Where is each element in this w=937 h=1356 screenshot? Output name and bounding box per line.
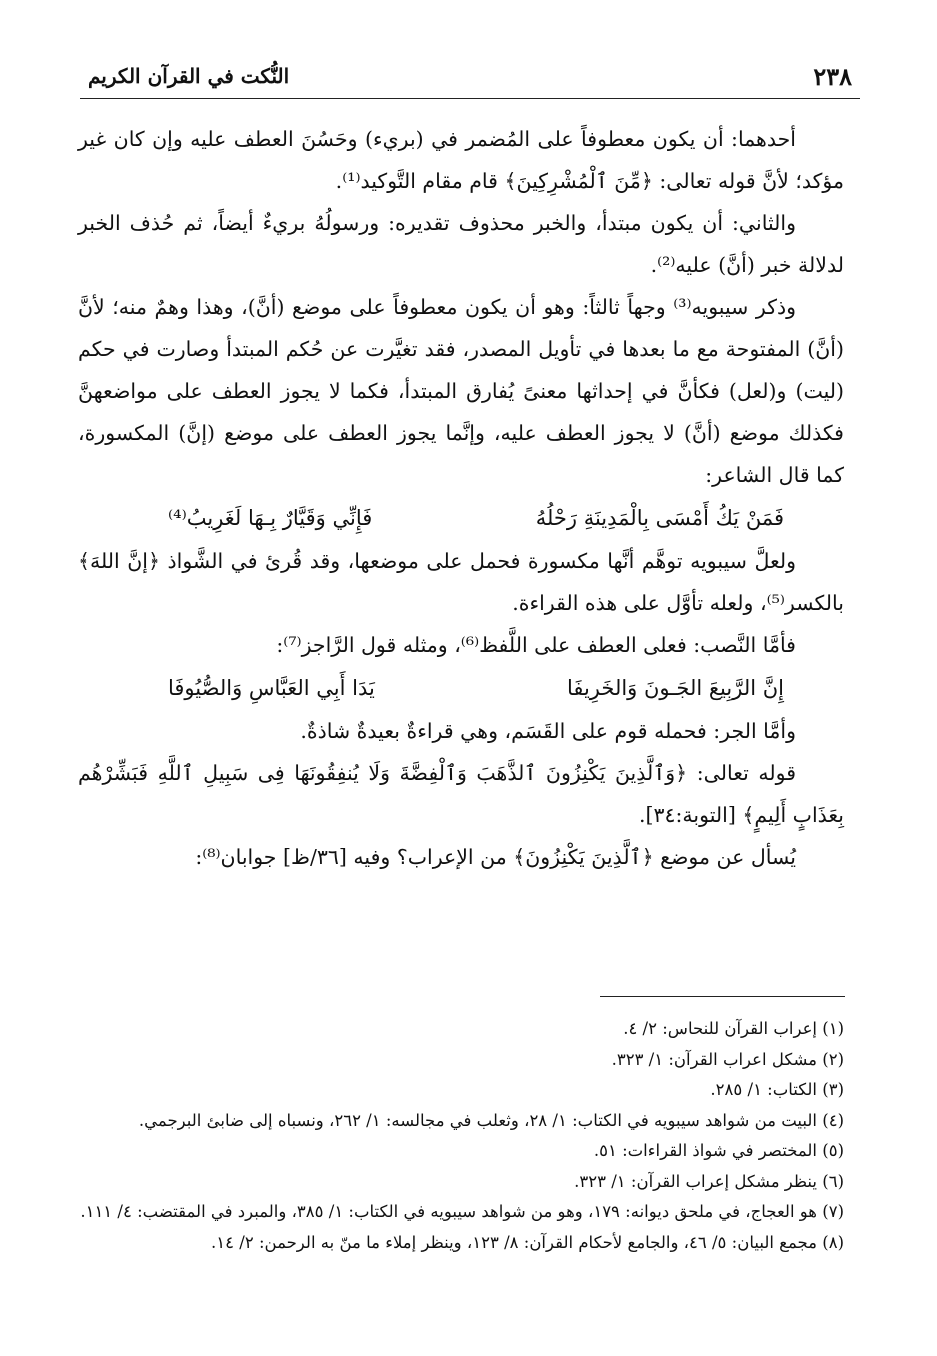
footnote: (٢) مشكل اعراب القرآن: ١/ ٣٢٣. (611, 1049, 844, 1069)
footnote-separator (600, 996, 845, 997)
running-title: النُّكت في القرآن الكريم (88, 64, 290, 88)
verse-first-hemistich: فَمَنْ يَكُ أَمْسَى بِالْمَدِينَةِ رَحْلُهُ (535, 506, 784, 530)
footnote: (٣) الكتاب: ١/ ٢٨٥. (710, 1080, 844, 1099)
footnote: (٧) هو العجاج، في ملحق ديوانه: ١٧٩، وهو من شواهد سيبويه في الكتاب: ١/ ٣٨٥، والمبرد في المقتضب: ٤/ ١١١. (80, 1202, 844, 1221)
page-header (80, 58, 860, 99)
poetry-verse (78, 666, 844, 710)
footnote: (٤) البيت من شواهد سيبويه في الكتاب: ١/ ٢٨، وثعلب في مجالسه: ١/ ٢٦٢، ونسباه إلى ضابئ البرجمي. (138, 1110, 844, 1130)
footnote: (٥) المختصر في شواذ القراءات: ٥١. (593, 1141, 844, 1160)
footnote: (١) إعراب القرآن للنحاس: ٢/ ٤. (623, 1019, 844, 1038)
paragraph: ولعلَّ سيبويه توهَّم أنَّها مكسورة فحمل على موضعها، وقد قُرئ في الشَّواذ ﴿إنَّ اللهَ﴾ بالكسر⁽⁵⁾، ولعله تأوَّل على هذه القراءة. (78, 549, 844, 615)
footnote: (٦) ينظر مشكل إعراب القرآن: ١/ ٣٢٣. (574, 1171, 844, 1191)
verse-second-hemistich: فَإِنِّي وَقَيَّارٌ بِـهَا لَغَرِيبُ⁽⁴⁾ (168, 506, 373, 530)
footnotes (78, 1014, 844, 1258)
poetry-verse (78, 496, 844, 540)
footnote: (٨) مجمع البيان: ٥/ ٤٦، والجامع لأحكام القرآن: ٨/ ١٢٣، وينظر إملاء ما منّ به الرحمن: ٢/ ١٤. (211, 1232, 844, 1252)
paragraph: يُسأل عن موضع ﴿ٱلَّذِينَ يَكْنِزُونَ﴾ من الإعراب؟ وفيه [٣٦/ظ] جوابان⁽⁸⁾: (195, 845, 796, 869)
paragraph: أحدهما: أن يكون معطوفاً على المُضمر في (بريء) وحَسُنَ العطف عليه وإن كان غير مؤكد؛ لأنَّ قوله تعالى: ﴿مِّنَ ٱلْمُشْرِكِينَ﴾ قام مقام التَّوكيد⁽¹⁾. (78, 127, 844, 193)
verse-second-hemistich: يَدَا أَبِي العَبَّاسِ وَالصُّيُوفَا (168, 676, 375, 700)
paragraph: والثاني: أن يكون مبتدأ، والخبر محذوف تقديره: ورسولُهُ بريءٌ أيضاً، ثم حُذف الخبر لدلالة خبر (أنَّ) عليه⁽²⁾. (78, 211, 844, 277)
paragraph: وأمَّا الجر: فحمله قوم على القَسَم، وهي قراءةٌ بعيدةٌ شاذةٌ. (300, 719, 796, 743)
verse-first-hemistich: إِنَّ الرَّبِيعَ الجَـونَ وَالخَرِيفَا (566, 676, 784, 700)
main-text (78, 118, 844, 878)
paragraph: وذكر سيبويه⁽³⁾ وجهاً ثالثاً: وهو أن يكون معطوفاً على موضع (أنَّ)، وهذا وهمٌ منه؛ لأنَّ (أنَّ) المفتوحة مع ما بعدها في تأويل المصدر، فقد تغيَّرت عن حُكم المبتدأ وصارت في حكم (ليت) و(لعل) فكأنَّ في إحداثها معنىً يُفارق المبتدأ، فكما لا يجوز العطف على مواضعهنَّ فكذلك موضع (أنَّ) لا يجوز العطف عليه، وإنَّما يجوز العطف على موضع (إنَّ) المكسورة، كما قال الشاعر: (78, 295, 844, 487)
paragraph: قوله تعالى: ﴿وَٱلَّذِينَ يَكْنِزُونَ ٱلذَّهَبَ وَٱلْفِضَّةَ وَلَا يُنفِقُونَهَا فِى سَبِيلِ ٱللَّهِ فَبَشِّرْهُم بِعَذَابٍ أَلِيمٍ﴾ [التوبة:٣٤]. (78, 761, 844, 827)
paragraph: فأمَّا النَّصب: فعلى العطف على اللَّفظ⁽⁶⁾، ومثله قول الرَّاجز⁽⁷⁾: (276, 633, 796, 657)
page-number: ٢٣٨ (813, 62, 852, 91)
